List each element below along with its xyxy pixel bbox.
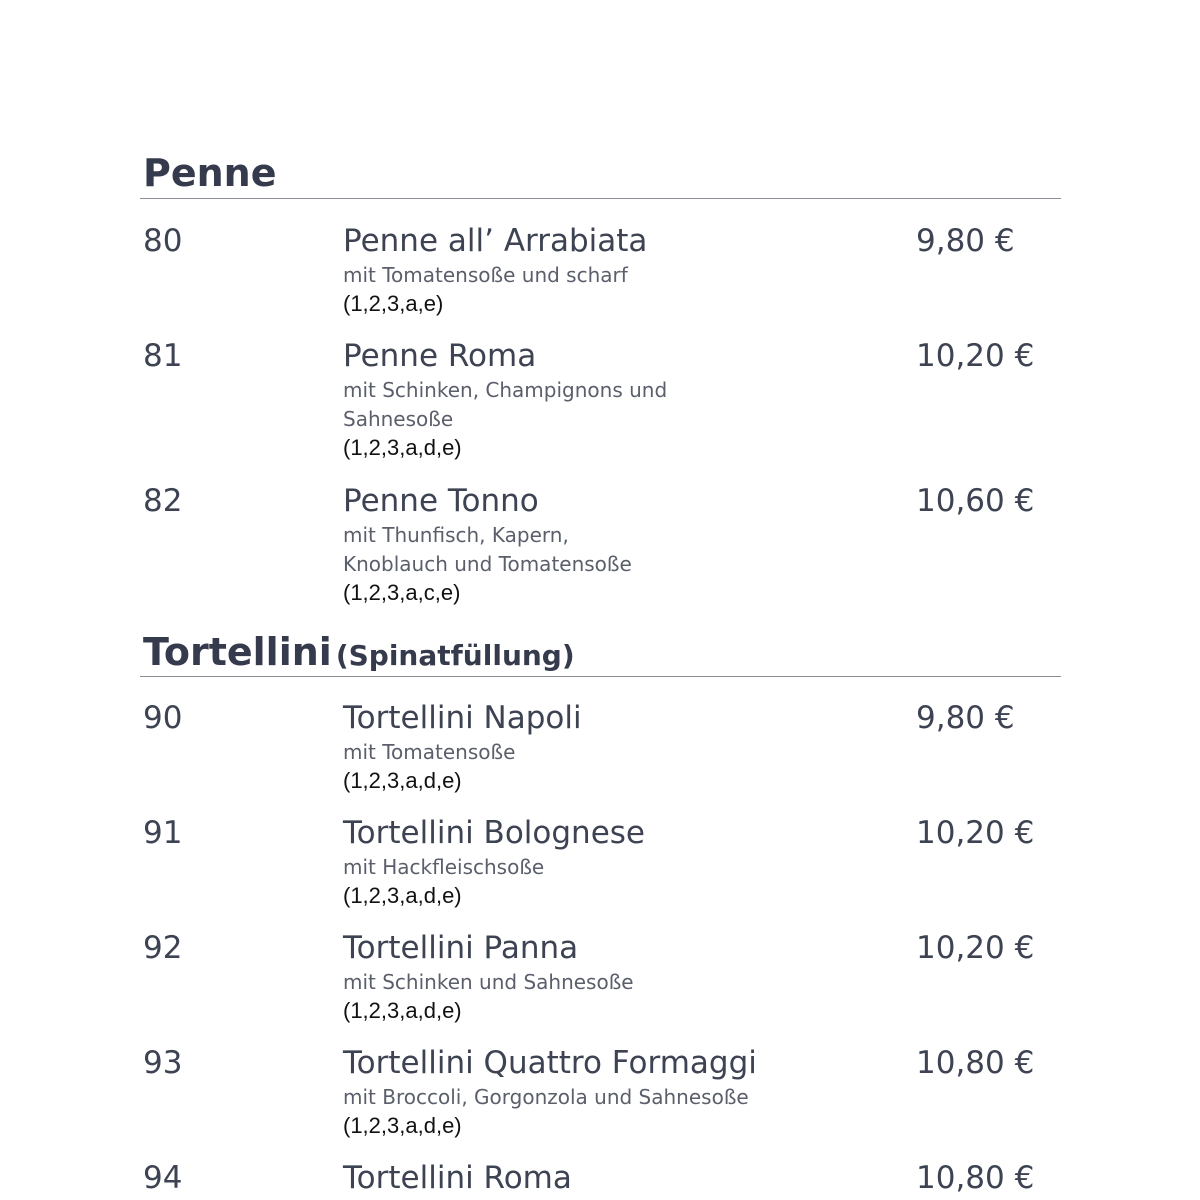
item-allergens: (1,2,3,a,d,e) [343, 883, 462, 908]
item-description: mit Broccoli, Gorgonzola und Sahnesoße [343, 1085, 749, 1109]
item-name: Penne Tonno [343, 483, 539, 519]
section-title-tortellini [143, 630, 575, 678]
item-description: mit Schinken und Sahnesoße [343, 970, 634, 994]
item-allergens: (1,2,3,a,d,e) [343, 768, 462, 793]
item-description: mit Thunfisch, Kapern, Knoblauch und Tomatensoße [343, 523, 632, 576]
item-name: Tortellini Roma [343, 1160, 572, 1196]
item-description: mit Schinken, Champignons und Sahnesoße [343, 378, 668, 431]
item-name: Tortellini Panna [343, 930, 579, 966]
item-price: 10,60 € [916, 483, 1035, 519]
item-price: 10,80 € [916, 1160, 1035, 1196]
item-price: 10,80 € [916, 1045, 1035, 1081]
item-price: 10,20 € [916, 338, 1035, 374]
item-description-block [343, 521, 643, 607]
section-title-text: Penne [143, 151, 277, 195]
item-number: 92 [143, 930, 183, 966]
item-description-block [343, 968, 763, 1025]
item-number: 93 [143, 1045, 183, 1081]
item-allergens: (1,2,3,a,d,e) [343, 998, 462, 1023]
section-subtitle: (Spinatfüllung) [335, 639, 575, 672]
item-allergens: (1,2,3,a,e) [343, 291, 444, 316]
item-description-block [343, 376, 673, 462]
item-name: Penne Roma [343, 338, 537, 374]
item-allergens: (1,2,3,a,d,e) [343, 1113, 462, 1138]
section-title-penne [143, 151, 277, 195]
item-description: mit Tomatensoße und scharf [343, 263, 628, 287]
item-price: 9,80 € [916, 700, 1015, 736]
item-number: 90 [143, 700, 183, 736]
section-divider [140, 676, 1061, 677]
item-description: mit Tomatensoße [343, 740, 516, 764]
item-price: 9,80 € [916, 223, 1015, 259]
item-description-block [343, 1083, 863, 1140]
item-name: Tortellini Quattro Formaggi [343, 1045, 757, 1081]
section-title-text: Tortellini [143, 630, 332, 674]
item-number: 91 [143, 815, 183, 851]
item-name: Tortellini Napoli [343, 700, 582, 736]
item-number: 94 [143, 1160, 183, 1196]
item-description: mit Hackfleischsoße [343, 855, 545, 879]
item-description-block [343, 853, 763, 910]
item-description-block [343, 261, 763, 318]
section-divider [140, 198, 1061, 199]
item-allergens: (1,2,3,a,d,e) [343, 435, 462, 460]
item-price: 10,20 € [916, 930, 1035, 966]
item-name: Penne all’ Arrabiata [343, 223, 648, 259]
item-number: 82 [143, 483, 183, 519]
item-number: 81 [143, 338, 183, 374]
item-name: Tortellini Bolognese [343, 815, 645, 851]
item-number: 80 [143, 223, 183, 259]
item-allergens: (1,2,3,a,c,e) [343, 580, 461, 605]
item-description-block [343, 738, 763, 795]
item-price: 10,20 € [916, 815, 1035, 851]
